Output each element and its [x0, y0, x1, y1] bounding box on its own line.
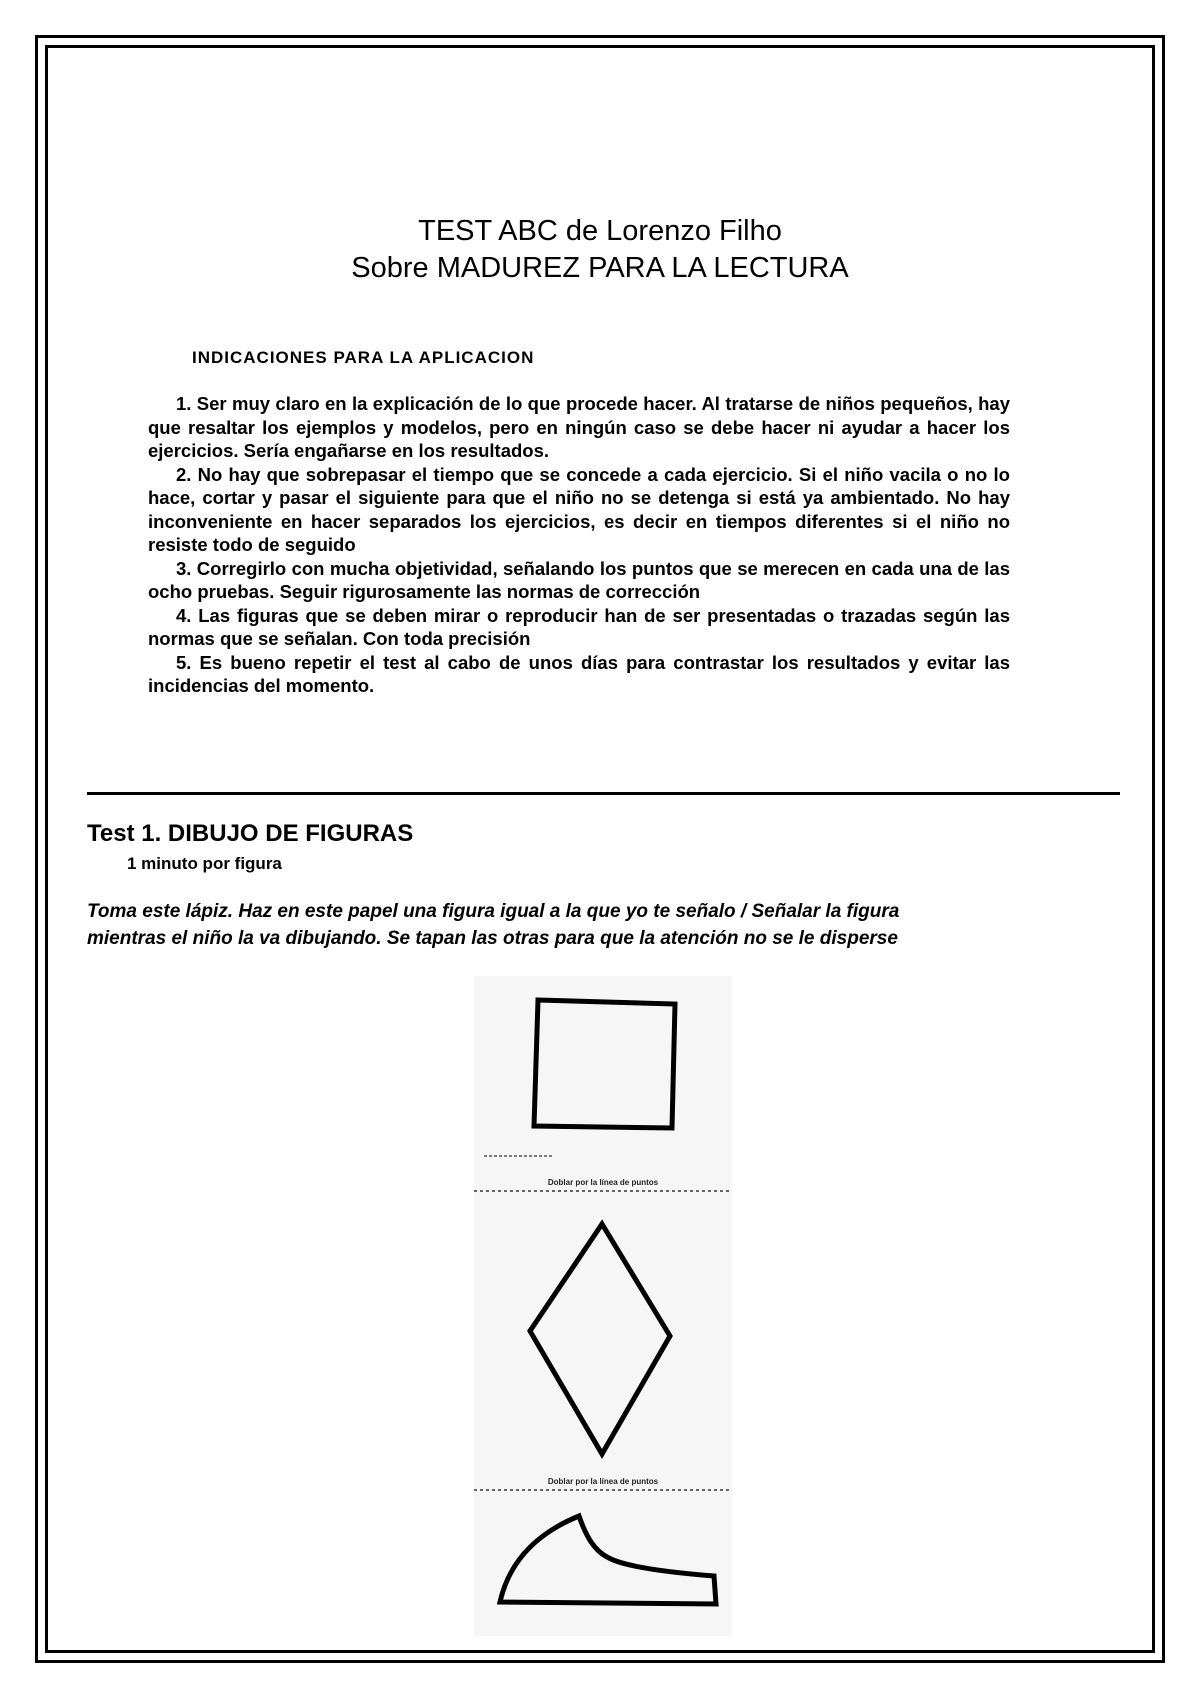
- curved-figure: [500, 1516, 716, 1604]
- indications-heading: INDICACIONES PARA LA APLICACION: [192, 348, 535, 367]
- instruction-item: 5. Es bueno repetir el test al cabo de unos días para contrastar los resultados y evitar las incidencias del momento.: [148, 651, 1010, 696]
- square-figure: [534, 1000, 675, 1128]
- fold-label: Doblar por la línea de puntos: [547, 1178, 659, 1187]
- instruction-item: 4. Las figuras que se deben mirar o reproducir han de ser presentadas o trazadas según las normas que se señalan. Con toda precisión: [148, 604, 1010, 649]
- instruction-item: 3. Corregirlo con mucha objetividad, señalando los puntos que se merecen en cada una de las ocho pruebas. Seguir rigurosamente las normas de corrección: [148, 557, 1010, 602]
- test-title: Test 1. DIBUJO DE FIGURAS: [87, 820, 414, 847]
- instruction-item: 2. No hay que sobrepasar el tiempo que se concede a cada ejercicio. Si el niño vacila o no lo hace, cortar y pasar el siguiente para que el niño no se detenga si está ya ambientado. No hay inconveniente en hacer separados los ejercicios, es decir en tiempos diferentes si el niño no resiste todo de seguido: [148, 463, 1010, 555]
- section-divider: [87, 792, 1120, 795]
- instructions-list: [148, 392, 1010, 698]
- figures-drawing: [474, 976, 732, 1636]
- instruction-item: 1. Ser muy claro en la explicación de lo que procede hacer. Al tratarse de niños pequeños, hay que resaltar los ejemplos y modelos, pero en ningún caso se debe hacer ni ayudar a hacer los ejercicios. Sería engañarse en los resultados.: [148, 393, 1010, 461]
- fold-label: Doblar por la línea de puntos: [547, 1477, 659, 1486]
- directive-line: mientras el niño la va dibujando. Se tapan las otras para que la atención no se le disperse: [87, 928, 898, 949]
- test-directive: [87, 898, 1127, 952]
- document-subtitle: Sobre MADUREZ PARA LA LECTURA: [351, 252, 849, 284]
- rhombus-figure: [530, 1224, 670, 1454]
- document-title: TEST ABC de Lorenzo Filho: [418, 215, 782, 247]
- test-time-limit: 1 minuto por figura: [127, 854, 282, 873]
- figures-image: [474, 976, 732, 1636]
- directive-line: Toma este lápiz. Haz en este papel una figura igual a la que yo te señalo / Señalar la figura: [87, 901, 900, 922]
